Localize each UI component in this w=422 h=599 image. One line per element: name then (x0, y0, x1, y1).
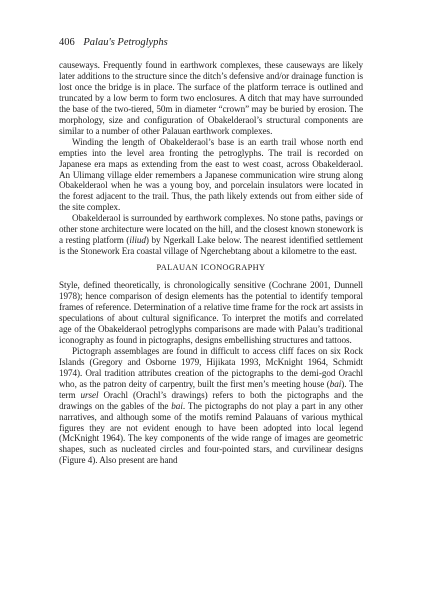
paragraph-style (59, 280, 363, 346)
text-run: Winding the length of Obakelderaol’s base is an earth trail whose north end empties into the level area fronting the petroglyphs. The trail is recorded on Japanese era maps as extending from the east to west coast, across Obakelderaol. An Ulimang village elder remembers a Japanese communication wire strung along Obakelderaol when he was a young boy, and porcelain insulators were located in the forest adjacent to the trail. Thus, the path likely extends out from either side of the site complex. (59, 136, 363, 213)
text-run: . The pictographs do not play a part in any other narratives, and although some of the motifs remind Palauans of various mythical figures they are not evident enough to have been adopted into local legend (McKnight 1964). The key components of the wide range of images are geometric shapes, such as nucleated circles and four-pointed stars, and curvilinear designs (Figure 4). Also present are hand (59, 400, 363, 466)
italic-term: iliud (129, 235, 146, 246)
section-heading: PALAUAN ICONOGRAPHY (156, 263, 266, 273)
body-text (59, 60, 363, 466)
text-run: causeways. Frequently found in earthwork complexes, these causeways are likely later additions to the structure since the ditch’s defensive and/or drainage function is lost once the bridge is in place. The surface of the platform terrace is outlined and truncated by a low berm to form two enclosures. A ditch that may have surrounded the base of the two-tiered, 50m in diameter “crown” may be buried by erosion. The morphology, size and configuration of Obakelderaol’s structural components are similar to a number of other Palauan earthwork complexes. (59, 60, 363, 136)
paragraph-pictographs (59, 346, 363, 466)
italic-term: bai (171, 400, 183, 411)
text-run: ). The term (59, 378, 363, 400)
text-run: Style, defined theoretically, is chronologically sensitive (Cochrane 2001, Dunnell 1978); hence comparison of design elements has the potential to identify temporal frames of reference. Determination of a relative time frame for the rock art assists in speculations of about cultural significance. To interpret the motifs and correlated age of the Obakelderaol petroglyphs comparisons are made with Palau’s traditional iconography as found in pictographs, designs embellishing structures and tattoos. (59, 280, 363, 345)
page-number: 406 (59, 37, 75, 48)
paragraph-surroundings (59, 213, 363, 257)
paragraph-causeways (59, 60, 363, 137)
text-run: Obakelderaol is surrounded by earthwork complexes. No stone paths, pavings or other stone architecture were located on the hill, and the closest known stonework is a resting platform ( (59, 213, 363, 246)
running-header (59, 36, 379, 49)
running-title: Palau's Petroglyphs (83, 37, 168, 48)
italic-term: ursel (80, 389, 99, 400)
italic-term: bai (329, 378, 342, 389)
text-run: Pictograph assemblages are found in difficult to access cliff faces on six Rock Islands (Gregory and Osborne 1979, Hijikata 1993, McKnight 1964, Schmidt 1974). Oral tradition attributes creation of the pictographs to the demi-god Orachl who, as the patron deity of carpentry, built the first men’s meeting house ( (59, 345, 363, 389)
text-run: ) by Ngerkall Lake below. The nearest identified settlement is the Stonework Era coastal village of Ngerchebtang about a kilometre to the east. (59, 235, 363, 257)
text-run: Orachl (Orachl’s drawings) refers to both the pictographs and the drawings on the gables of the (59, 389, 363, 411)
paragraph-earth-trail (59, 137, 363, 214)
